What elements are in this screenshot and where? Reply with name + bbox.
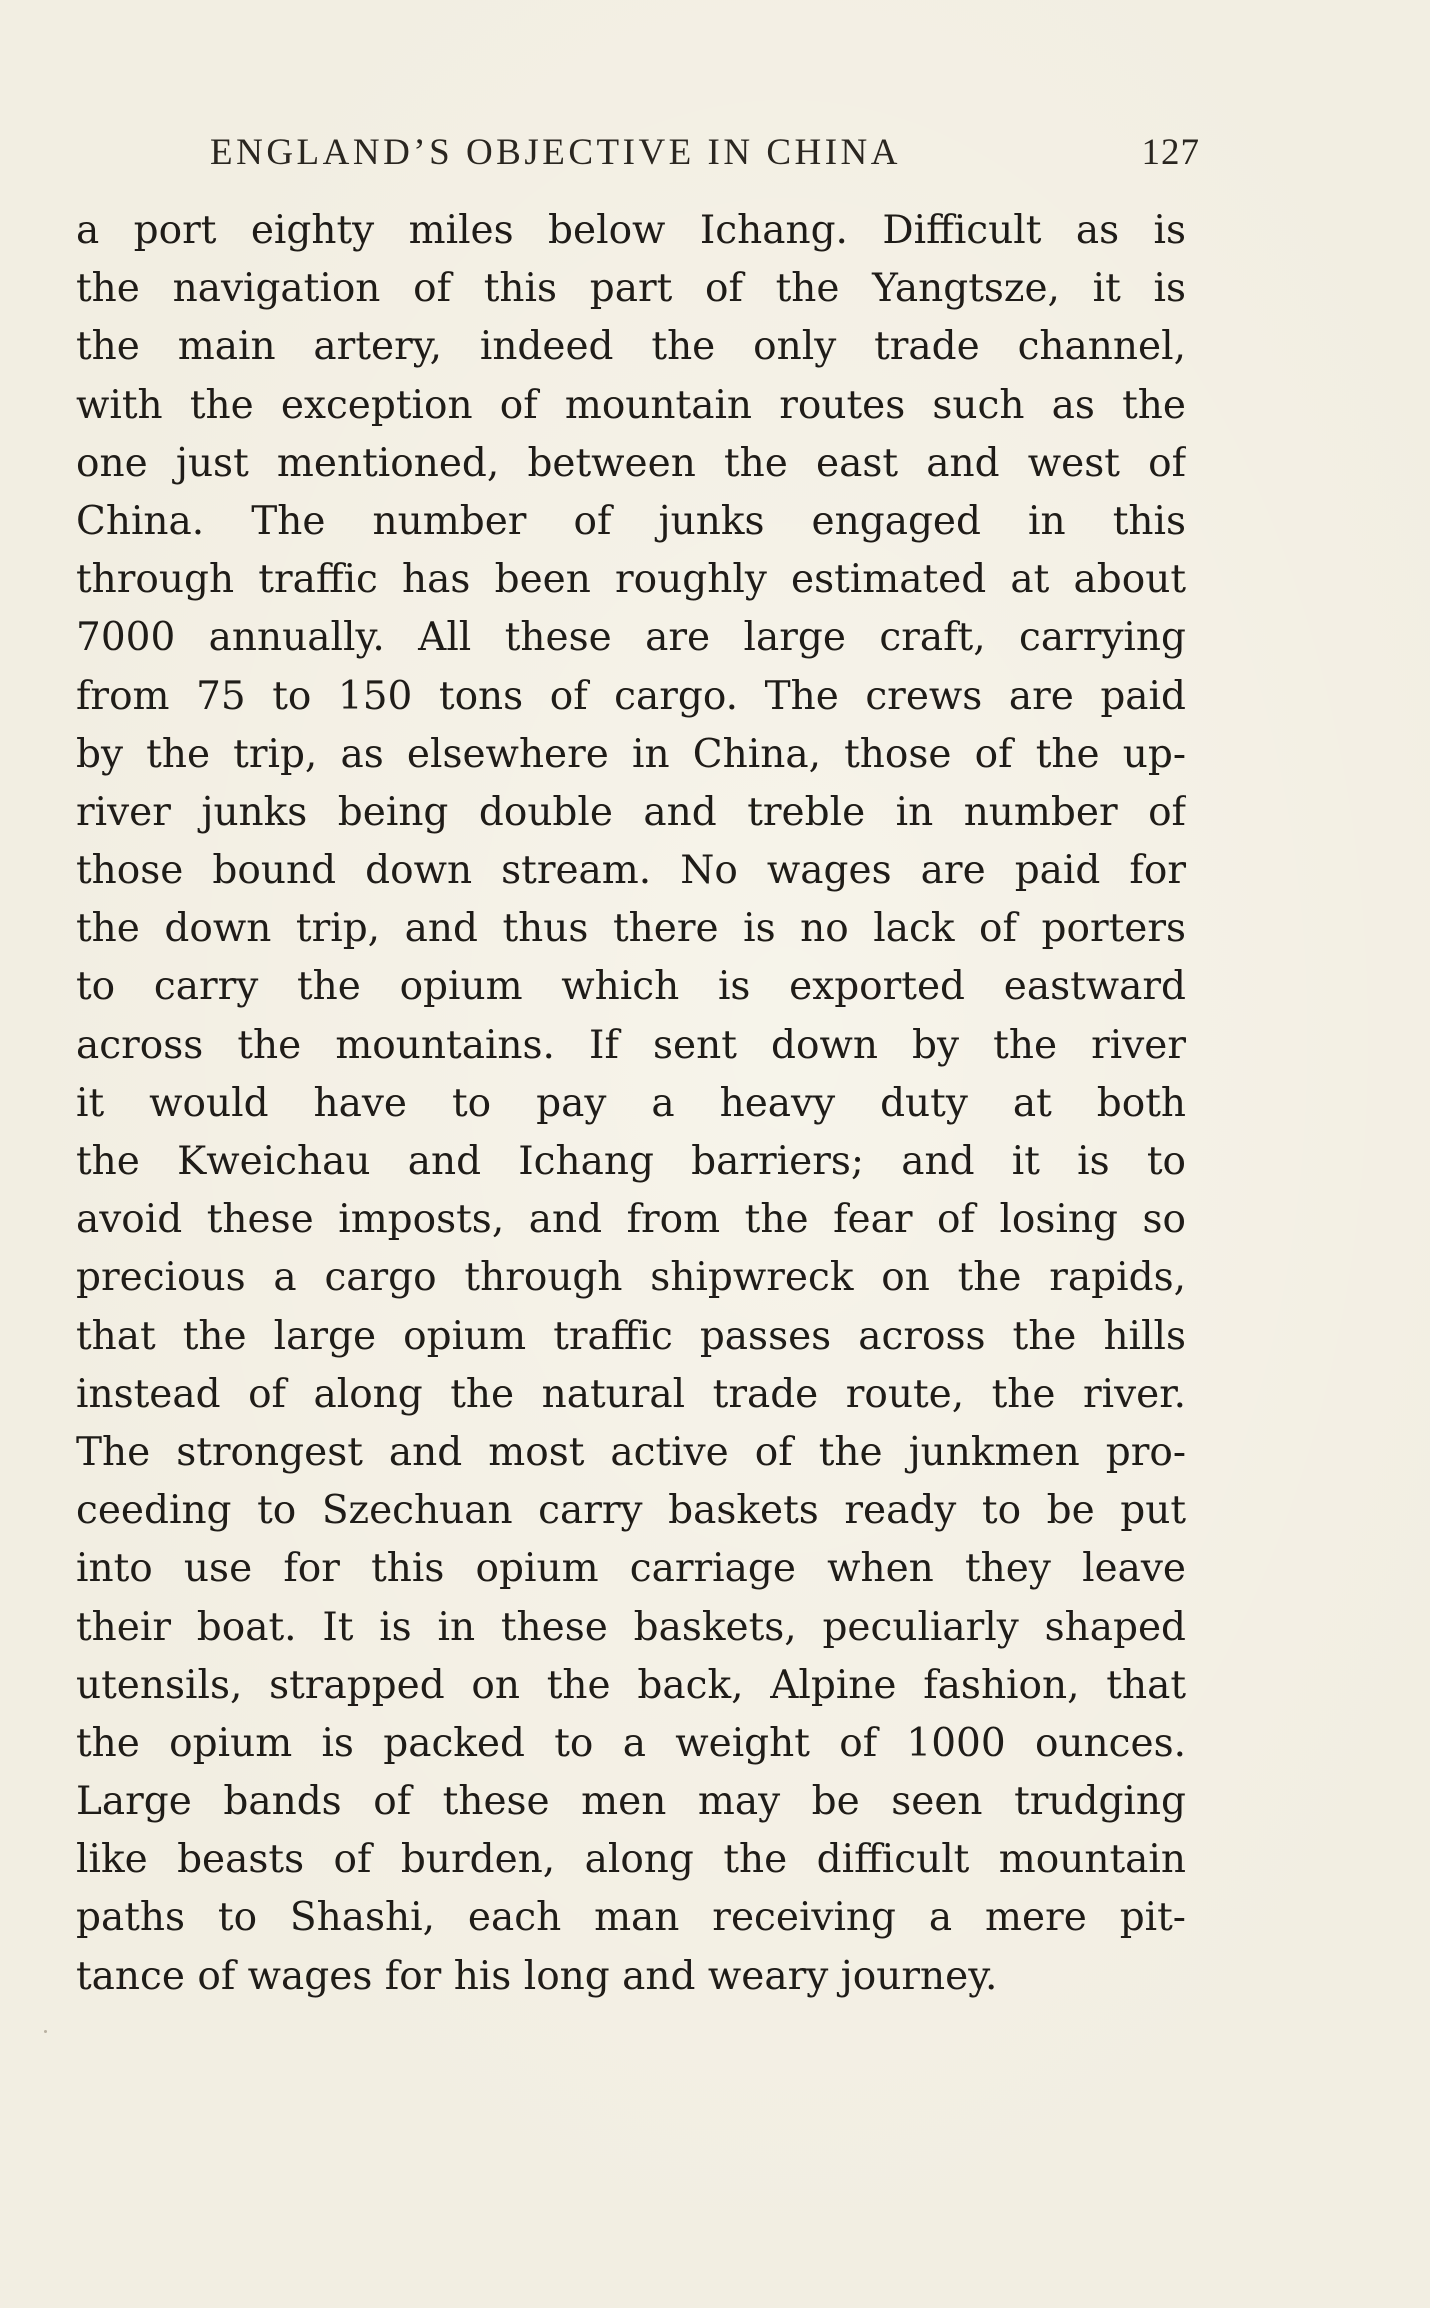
text-line: to carry the opium which is exported eastward — [76, 964, 1186, 1010]
text-line: avoid these imposts, and from the fear of losing so — [76, 1197, 1186, 1243]
page-number: 127 — [1141, 132, 1200, 173]
text-line: tance of wages for his long and weary journey. — [76, 1953, 998, 1999]
text-line: through traffic has been roughly estimated at about — [76, 557, 1186, 603]
text-line: one just mentioned, between the east and west of — [76, 440, 1186, 486]
text-line: the Kweichau and Ichang barriers; and it is to — [76, 1139, 1186, 1184]
text-line: Large bands of these men may be seen trudging — [76, 1779, 1186, 1825]
text-line: a port eighty miles below Ichang. Difficult as is — [76, 208, 1186, 253]
text-line: across the mountains. If sent down by the river — [76, 1022, 1186, 1068]
text-line: paths to Shashi, each man receiving a mere pit- — [76, 1895, 1186, 1941]
text-line: the navigation of this part of the Yangtsze, it is — [76, 266, 1186, 312]
text-line: from 75 to 150 tons of cargo. The crews are paid — [76, 673, 1186, 719]
text-line: with the exception of mountain routes such as the — [76, 382, 1186, 428]
text-line: precious a cargo through shipwreck on the rapids, — [76, 1255, 1186, 1301]
text-line: their boat. It is in these baskets, peculiarly shaped — [76, 1604, 1186, 1650]
running-title: ENGLAND’S OBJECTIVE IN CHINA — [210, 132, 901, 173]
text-line: by the trip, as elsewhere in China, those of the up- — [76, 731, 1186, 777]
text-line: into use for this opium carriage when they leave — [76, 1546, 1186, 1592]
paper-speck — [44, 2030, 47, 2033]
text-line: those bound down stream. No wages are paid for — [76, 848, 1186, 894]
text-line: The strongest and most active of the junkmen pro- — [76, 1429, 1186, 1475]
body-text — [76, 202, 1186, 2006]
text-line: ceeding to Szechuan carry baskets ready to be put — [76, 1488, 1186, 1534]
text-line: instead of along the natural trade route, the river. — [76, 1371, 1186, 1417]
text-line: utensils, strapped on the back, Alpine fashion, that — [76, 1662, 1186, 1708]
text-line: the down trip, and thus there is no lack of porters — [76, 906, 1186, 952]
text-line: 7000 annually. All these are large craft, carrying — [76, 615, 1186, 661]
running-header — [210, 128, 1200, 178]
text-line: the main artery, indeed the only trade channel, — [76, 324, 1186, 370]
text-line: that the large opium traffic passes across the hills — [76, 1313, 1186, 1359]
text-line: the opium is packed to a weight of 1000 ounces. — [76, 1720, 1186, 1766]
text-line: China. The number of junks engaged in this — [76, 498, 1186, 544]
text-line: river junks being double and treble in number of — [76, 789, 1186, 835]
text-line: like beasts of burden, along the difficult mountain — [76, 1837, 1186, 1883]
text-line: it would have to pay a heavy duty at both — [76, 1080, 1186, 1126]
